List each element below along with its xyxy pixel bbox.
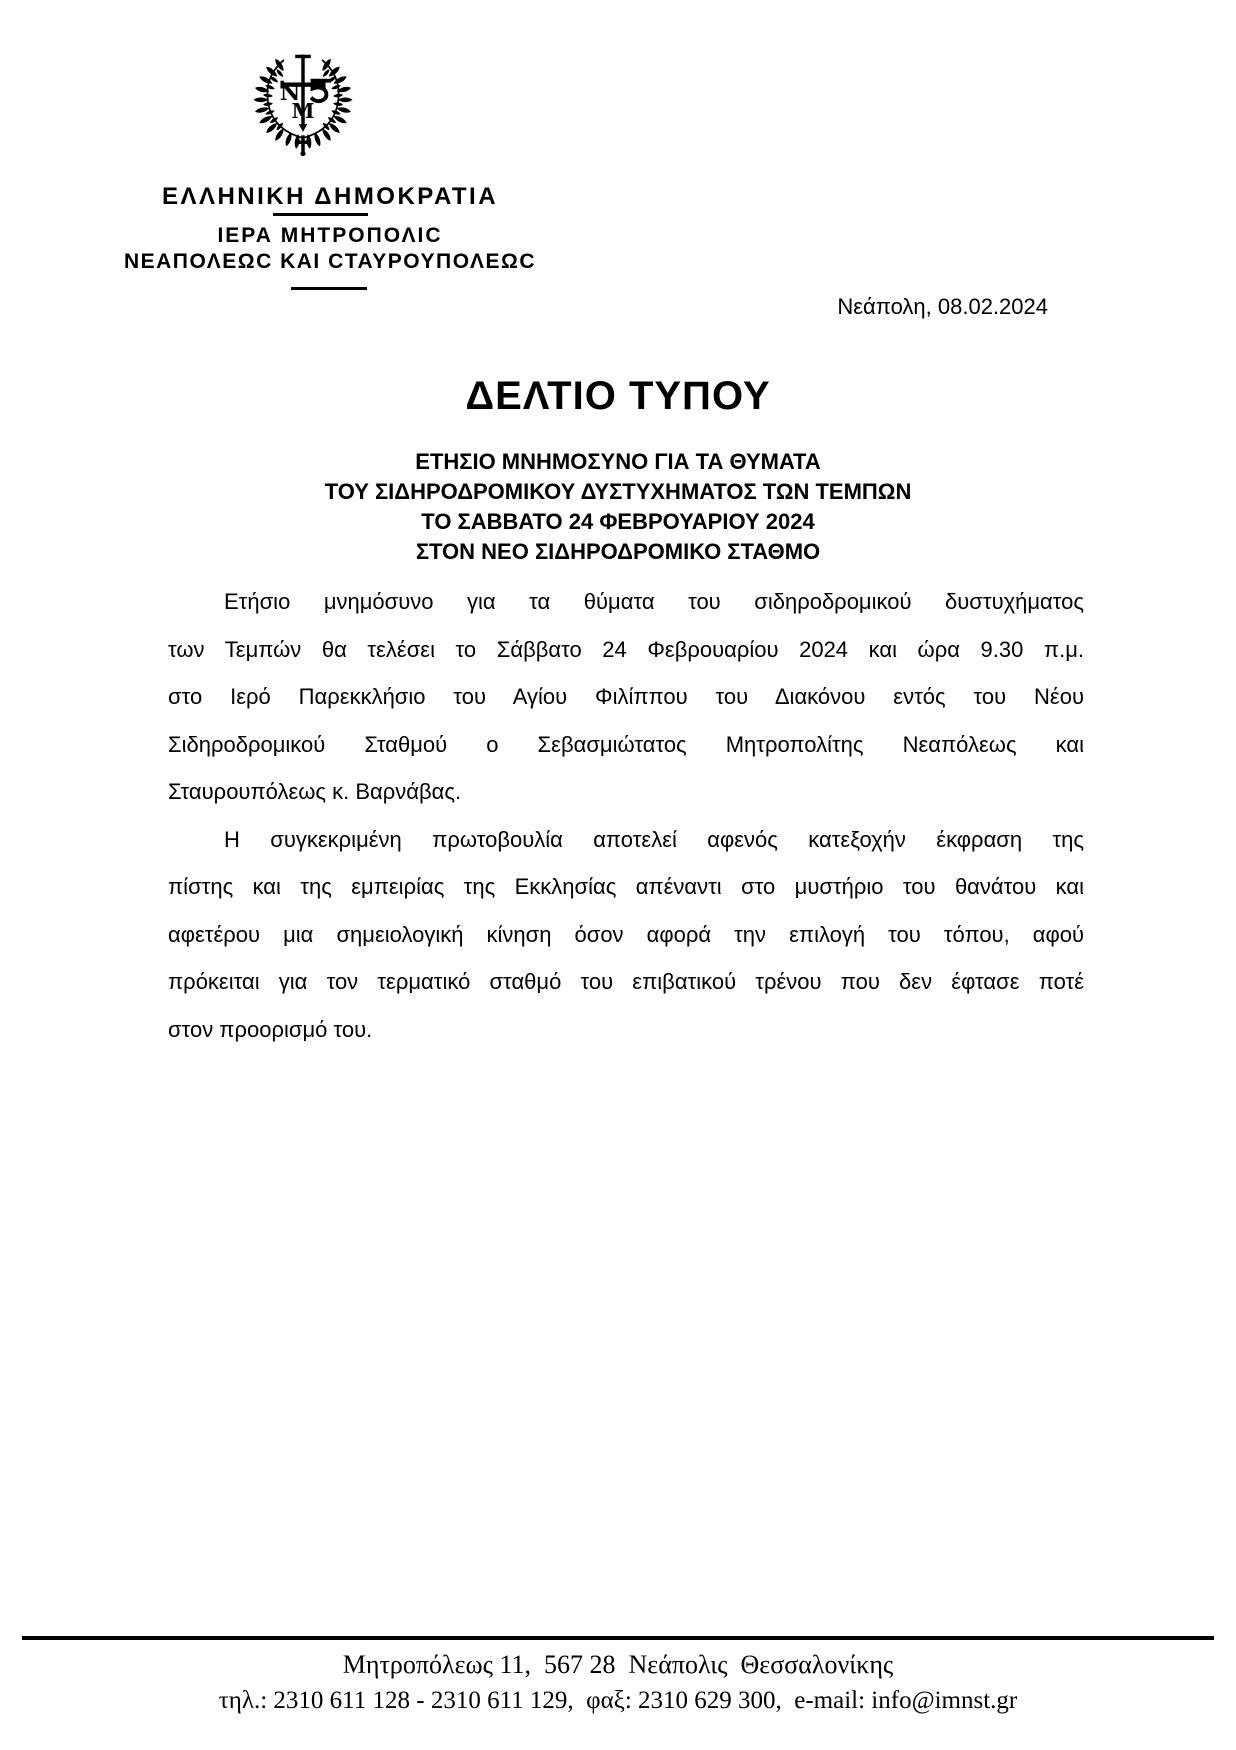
footer-contacts: τηλ.: 2310 611 128 - 2310 611 129, φαξ: 2310 629 300, e-mail: info@imnst.gr bbox=[218, 1687, 1018, 1714]
subtitle-line: ΤΟ ΣΑΒΒΑΤΟ 24 ΦΕΒΡΟΥΑΡΙΟΥ 2024 bbox=[421, 509, 815, 534]
republic-heading: ΕΛΛΗΝΙΚΗ ΔΗΜΟΚΡΑΤΙΑ bbox=[161, 183, 499, 210]
body-line: στον προορισμό του. bbox=[168, 1016, 373, 1042]
dateline: Νεάπολη, 08.02.2024 bbox=[837, 294, 1048, 319]
press-release-title: ΔΕΛΤΙΟ ΤΥΠΟΥ bbox=[465, 374, 771, 418]
body-line: πίστης και της εμπειρίας της Εκκλησίας απέναντι στο μυστήριο του θανάτου και bbox=[168, 874, 1084, 899]
body-line: Η συγκεκριμένη πρωτοβουλία αποτελεί αφενός κατεξοχήν έκφραση της bbox=[224, 826, 1084, 852]
metropolis-name-line1: ΙΕΡΑ ΜΗΤΡΟΠΟΛΙC bbox=[217, 224, 443, 247]
metropolis-emblem-icon bbox=[251, 44, 355, 166]
body-line: πρόκειται για τον τερματικό σταθμό του επιβατικού τρένου που δεν έφτασε ποτέ bbox=[168, 969, 1084, 994]
metropolis-underline bbox=[291, 287, 367, 290]
footer-address: Μητροπόλεως 11, 567 28 Νεάπολις Θεσσαλονίκης bbox=[342, 1650, 894, 1679]
press-release-subtitle bbox=[0, 447, 1236, 567]
body-text bbox=[168, 578, 1084, 1053]
body-line: Ετήσιο μνημόσυνο για τα θύματα του σιδηροδρομικού δυστυχήματος bbox=[224, 589, 1084, 614]
subtitle-line: ΤΟΥ ΣΙΔΗΡΟΔΡΟΜΙΚΟΥ ΔΥΣΤΥΧΗΜΑΤΟΣ ΤΩΝ ΤΕΜΠΩΝ bbox=[324, 479, 912, 504]
monogram-letter-n: Ν bbox=[279, 79, 301, 106]
footer-divider bbox=[22, 1636, 1214, 1640]
body-line: Σταυρουπόλεως κ. Βαρνάβας. bbox=[168, 779, 462, 804]
subtitle-line: ΣΤΟΝ ΝΕΟ ΣΙΔΗΡΟΔΡΟΜΙΚΟ ΣΤΑΘΜΟ bbox=[415, 539, 821, 564]
metropolis-name-line2: ΝΕΑΠΟΛΕΩC ΚΑΙ CΤΑΥΡΟΥΠΟΛΕΩC bbox=[123, 250, 537, 273]
monogram-letter-m: Μ bbox=[291, 98, 315, 123]
body-line: των Τεμπών θα τελέσει το Σάββατο 24 Φεβρουαρίου 2024 και ώρα 9.30 π.μ. bbox=[168, 636, 1084, 662]
body-line: Σιδηροδρομικού Σταθμού ο Σεβασμιώτατος Μητροπολίτης Νεαπόλεως και bbox=[168, 731, 1084, 757]
body-line: στο Ιερό Παρεκκλήσιο του Αγίου Φιλίππου του Διακόνου εντός του Νέου bbox=[168, 684, 1084, 709]
subtitle-line: ΕΤΗΣΙΟ ΜΝΗΜΟΣΥΝΟ ΓΙΑ ΤΑ ΘΥΜΑΤΑ bbox=[415, 449, 821, 474]
heading-underline bbox=[273, 213, 368, 216]
body-line: αφετέρου μια σημειολογική κίνηση όσον αφορά την επιλογή του τόπου, αφού bbox=[168, 921, 1084, 947]
